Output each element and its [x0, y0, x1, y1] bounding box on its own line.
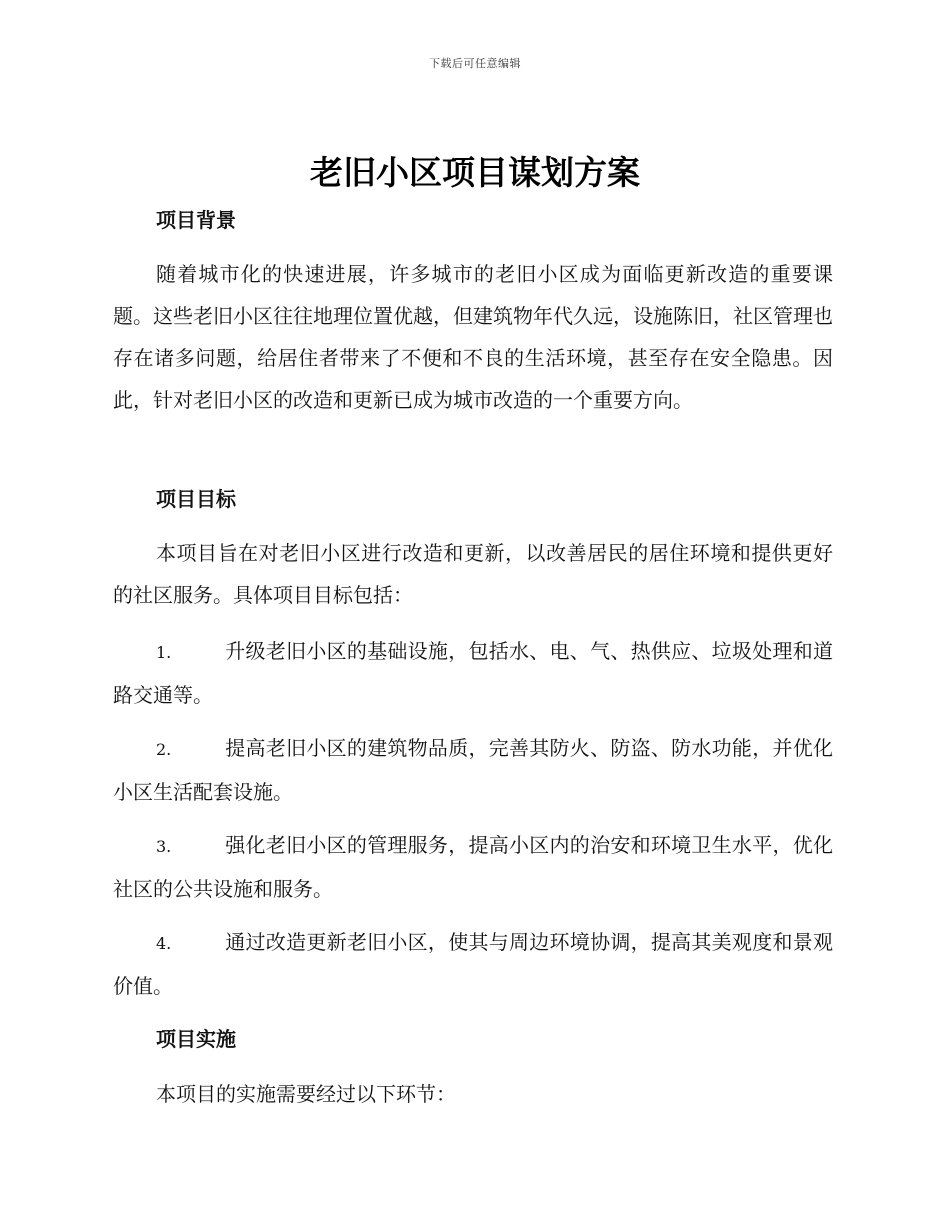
list-number: 4. — [156, 934, 172, 953]
section-heading-implementation: 项目实施 — [156, 1027, 236, 1051]
header-note: 下载后可任意编辑 — [429, 57, 521, 70]
list-number: 2. — [156, 740, 172, 759]
section-implementation-body — [113, 1073, 833, 1115]
section-heading-background: 项目背景 — [156, 208, 236, 232]
goal-list-item-4 — [113, 921, 833, 1007]
implementation-paragraph: 本项目的实施需要经过以下环节： — [156, 1082, 456, 1106]
section-heading-goals: 项目目标 — [156, 487, 236, 511]
section-goals — [113, 478, 833, 520]
background-paragraph: 随着城市化的快速进展，许多城市的老旧小区成为面临更新改造的重要课题。这些老旧小区往往地理位置优越，但建筑物年代久远，设施陈旧，社区管理也存在诸多问题，给居住者带来了不便和不良的生活环境，甚至存在安全隐患。因此，针对老旧小区的改造和更新已成为城市改造的一个重要方向。 — [113, 262, 833, 412]
section-background — [113, 199, 833, 241]
section-goals-body — [113, 532, 833, 616]
section-background-body — [113, 253, 833, 421]
goals-paragraph: 本项目旨在对老旧小区进行改造和更新，以改善居民的居住环境和提供更好的社区服务。具体项目目标包括： — [113, 541, 833, 607]
section-implementation — [113, 1018, 833, 1060]
goal-list-item-1 — [113, 630, 833, 716]
list-number: 3. — [156, 837, 172, 856]
list-item-text: 强化老旧小区的管理服务，提高小区内的治安和环境卫生水平，优化社区的公共设施和服务。 — [113, 833, 833, 901]
document-title: 老旧小区项目谋划方案 — [310, 153, 640, 192]
goal-list-item-3 — [113, 824, 833, 910]
list-item-text: 提高老旧小区的建筑物品质，完善其防火、防盗、防水功能，并优化小区生活配套设施。 — [113, 736, 833, 804]
list-number: 1. — [156, 643, 172, 662]
list-item-text: 升级老旧小区的基础设施，包括水、电、气、热供应、垃圾处理和道路交通等。 — [113, 639, 833, 707]
list-item-text: 通过改造更新老旧小区，使其与周边环境协调，提高其美观度和景观价值。 — [113, 930, 833, 998]
goal-list-item-2 — [113, 727, 833, 813]
